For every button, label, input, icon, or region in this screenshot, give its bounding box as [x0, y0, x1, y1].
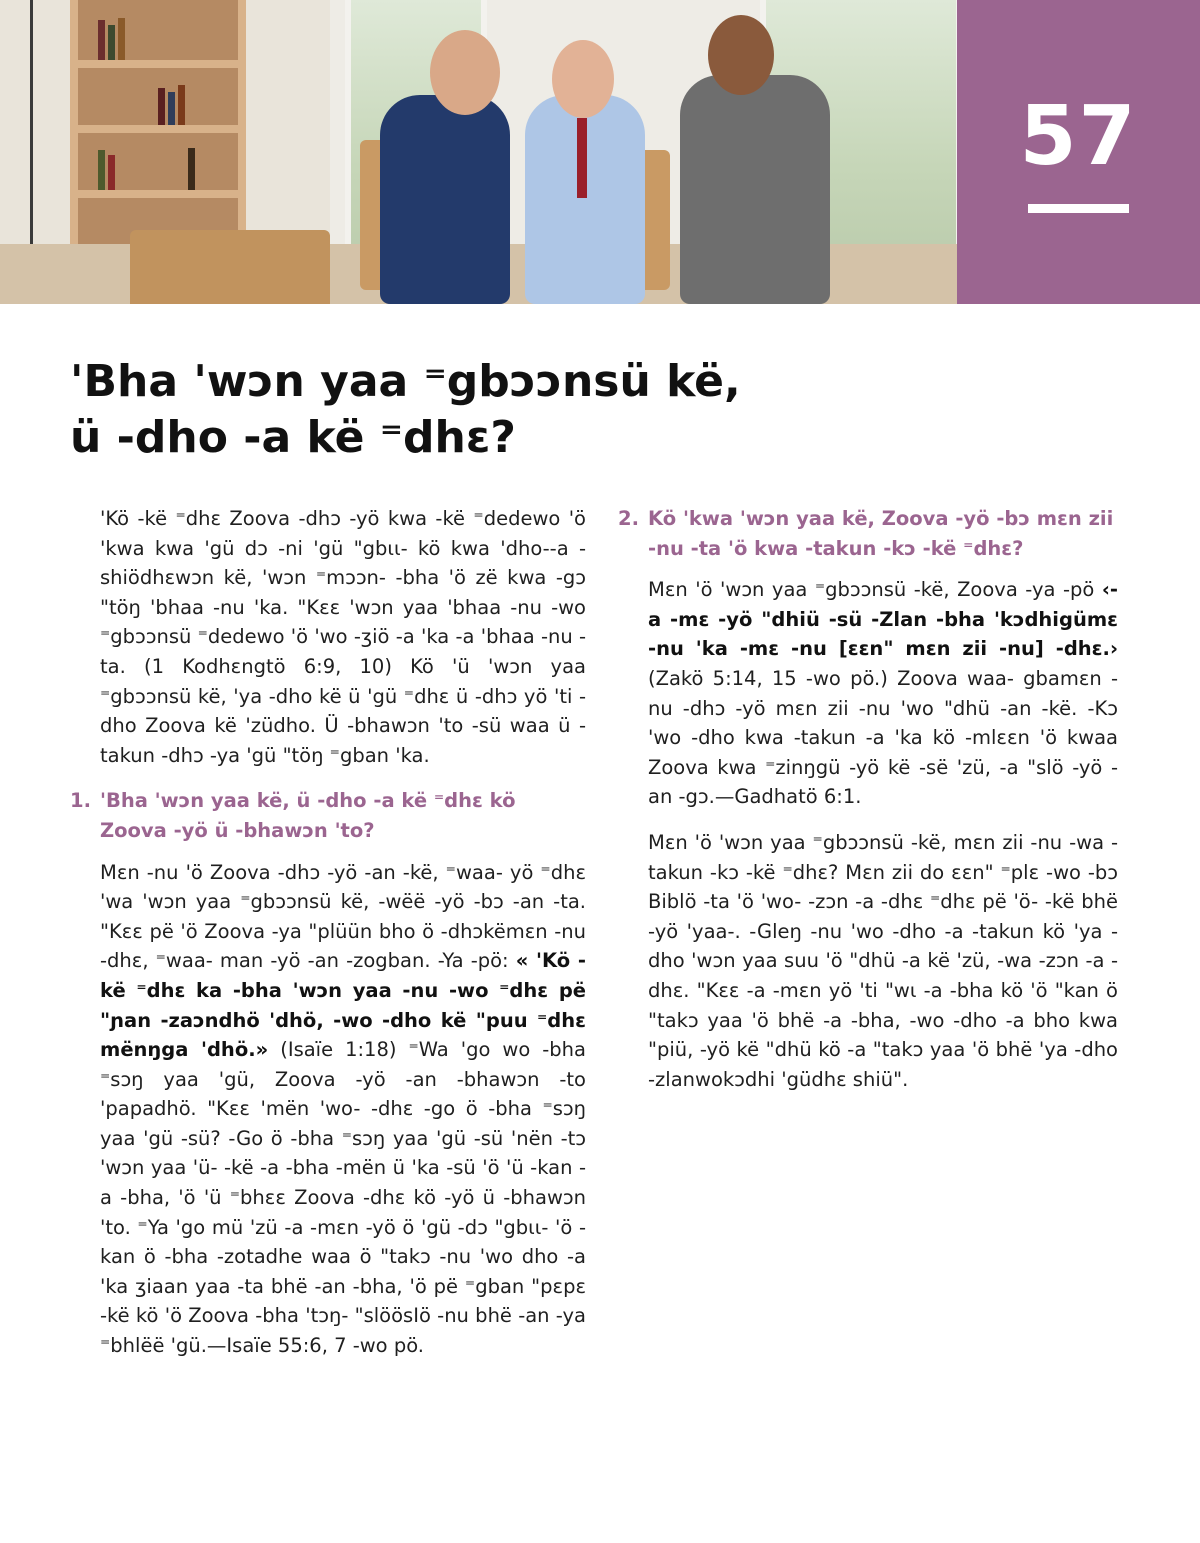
- question-text-1: 'Bha 'wɔn yaa kë, ü -dho -a kë ⁼dhɛ kö Zoova -yö ü -bhawɔn 'to?: [100, 789, 516, 842]
- answer-paragraph-1: [100, 858, 586, 1361]
- right-column: [618, 504, 1118, 1110]
- answer-2-text-after: (Zakö 5:14, 15 -wo pö.) Zoova waa- gbamɛn -nu -dhɔ -yö mɛn zii -nu 'wo "dhü -an -kë. -Kɔ 'wo -dho kwa -takun -a 'ka kö -mlɛɛn 'ö kwaa Zoova kwa ⁼zinŋgü -yö kë -së 'zü, -a "slö -yö -an -gɔ.—Gadhatö 6:1.: [648, 666, 1118, 809]
- answer-2-text-before: Mɛn 'ö 'wɔn yaa ⁼gbɔɔnsü -kë, Zoova -ya -pö: [648, 578, 1102, 602]
- answer-1-quote: « 'Kö -kë ⁼dhɛ ka -bha 'wɔn yaa -nu -wo ⁼dhɛ pë "ɲan -zaɔndhö 'dhö, -wo -dho kë "puu ⁼dhɛ mënŋga 'dhö.»: [100, 949, 586, 1062]
- chapter-underline: [1028, 204, 1129, 213]
- lesson-title-line2: ü -dho -a kë ⁼dhɛ?: [70, 412, 516, 463]
- answer-paragraph-2a: [648, 575, 1118, 812]
- question-heading-1: [70, 786, 586, 845]
- lesson-title-line1: 'Bha 'wɔn yaa ⁼gbɔɔnsü kë,: [70, 356, 741, 407]
- intro-paragraph: 'Kö -kë ⁼dhɛ Zoova -dhɔ -yö kwa -kë ⁼dedewo 'ö 'kwa kwa 'gü dɔ -ni 'gü "gbɩɩ- kö kwa 'dho--a -shiödhɛwɔn kë, 'wɔn ⁼mɔɔn- -bha 'ö zë kwa -gɔ "töŋ 'bhaa -nu 'ka. "Kɛɛ 'wɔn yaa 'bhaa -nu -wo ⁼gbɔɔnsü ⁼dedewo 'ö 'wo -ʒiö -a 'ka -a 'bhaa -nu -ta. (1 Kodhɛngtö 6:9, 10) Kö 'ü 'wɔn yaa ⁼gbɔɔnsü kë, 'ya -dho kë ü 'gü ⁼dhɛ ü -dhɔ yö 'ti -dho Zoova kë 'züdho. Ü -bhawɔn 'to -sü waa ü -takun -dhɔ -ya 'gü "töŋ ⁼gban 'ka.: [100, 507, 586, 767]
- question-number-1: 1.: [70, 789, 91, 813]
- bookshelf: [70, 0, 246, 260]
- left-column: [70, 504, 586, 1377]
- hero-photo: [0, 0, 957, 304]
- person-left: [380, 95, 510, 304]
- lesson-title: [70, 354, 870, 466]
- answer-1-text-before: Mɛn -nu 'ö Zoova -dhɔ -yö -an -kë, ⁼waa- yö ⁼dhɛ 'wa 'wɔn yaa ⁼gbɔɔnsü kë, -wëë -yö -bɔ -an -ta. "Kɛɛ pë 'ö Zoova -ya "plüün bho ö -dhɔkëmɛn -nu -dhɛ, ⁼waa- man -yö -an -zogban. -Ya -pö:: [100, 860, 586, 973]
- answer-2-quote: ‹-a -mɛ -yö "dhiü -sü -Zlan -bha 'kɔdhigümɛ -nu 'ka -mɛ -nu [ɛɛn" mɛn zii -nu] -dhɛ.›: [648, 578, 1118, 661]
- question-number-2: 2.: [618, 507, 639, 530]
- person-right: [680, 75, 830, 304]
- chapter-badge: [957, 0, 1200, 304]
- answer-1-text-after: (Isaïe 1:18) ⁼Wa 'go wo -bha ⁼sɔŋ yaa 'gü, Zoova -yö -an -bhawɔn -to 'papadhö. "Kɛɛ 'mën 'wo- -dhɛ -go ö -bha ⁼sɔŋ yaa 'gü -sü? -Go ö -bha ⁼sɔŋ yaa 'gü -sü 'nën -tɔ 'wɔn yaa 'ü- -kë -a -bha -mën ü 'ka -sü 'ö 'ü -kan -a -bha, 'ö 'ü ⁼bhɛɛ Zoova -dhɛ kö -yö ü -bhawɔn 'to. ⁼Ya 'go mü 'zü -a -mɛn -yö ö 'gü -dɔ "gbɩɩ- 'ö -kan ö -bha -zotadhe waa ö "takɔ -nu 'wo dho -a 'ka ʒiaan yaa -ta bhë -an -bha, 'ö pë ⁼gban "pɛpɛ -kë kö 'ö Zoova -bha 'tɔŋ- "slöösIö -nu bhë -an -ya ⁼bhlëë 'gü.—Isaïe 55:6, 7 -wo pö.: [100, 1038, 586, 1358]
- answer-paragraph-2b: Mɛn 'ö 'wɔn yaa ⁼gbɔɔnsü -kë, mɛn zii -nu -wa -takun -kɔ -kë ⁼dhɛ? Mɛn zii do ɛɛn" ⁼plɛ -wo -bɔ Biblö -ta 'ö 'wo- -zɔn -a -dhɛ ⁼dhɛ pë 'ö- -kë bhë -yö 'yaa-. -Gleŋ -nu 'wo -dho -a -takun kö 'ya -dho 'wɔn yaa suu 'ö "dhü -a kë 'zü, -wa -zɔn -a -dhɛ. "Kɛɛ -a -mɛn yö 'ti "wɩ -a -bha kö 'ö "kan ö "takɔ yaa 'ö bhë -a -bha, -wo -dho -a bho kwa "piü, -yö kë "dhü kö -a "takɔ yaa 'ö bhë 'ya -dho -zlanwokɔdhi 'güdhɛ shiü".: [648, 830, 1118, 1091]
- chapter-number: 57: [1019, 89, 1138, 184]
- question-text-2: Kö 'kwa 'wɔn yaa kë, Zoova -yö -bɔ mɛn zii -nu -ta 'ö kwa -takun -kɔ -kë ⁼dhɛ?: [648, 507, 1114, 560]
- question-heading-2: [618, 504, 1118, 563]
